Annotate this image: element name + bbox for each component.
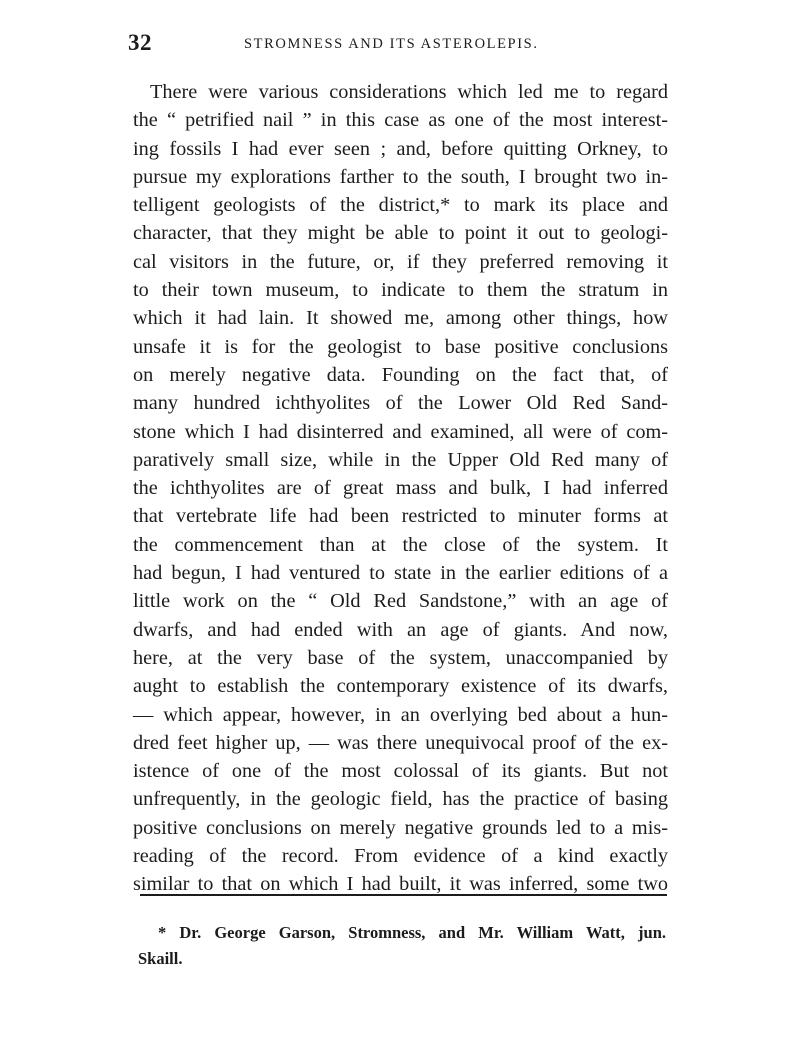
text-line: the “ petrified nail ” in this case as one of the most interest- — [133, 109, 668, 132]
text-line: There were various considerations which led me to regard — [150, 81, 668, 103]
text-line: many hundred ichthyolites of the Lower Old Red Sand- — [133, 392, 668, 415]
text-line: that vertebrate life had been restricted to minuter forms at — [133, 505, 668, 528]
text-line: unsafe it is for the geologist to base positive conclusions — [133, 335, 668, 358]
text-line: similar to that on which I had built, it was inferred, some two — [133, 873, 668, 896]
text-line: to their town museum, to indicate to them the stratum in — [133, 279, 668, 302]
text-line: pursue my explorations farther to the south, I brought two in- — [133, 165, 668, 188]
text-line: telligent geologists of the district,* to mark its place and — [133, 194, 668, 217]
running-title: STROMNESS AND ITS ASTEROLEPIS. — [244, 36, 539, 52]
text-line: dred feet higher up, — was there unequivocal proof of the ex- — [133, 731, 668, 754]
text-line: unfrequently, in the geologic field, has the practice of basing — [133, 788, 668, 811]
text-line: reading of the record. From evidence of a kind exactly — [133, 845, 668, 868]
footnote-line: * Dr. George Garson, Stromness, and Mr. William Watt, jun. — [158, 923, 666, 942]
text-line: paratively small size, while in the Upper Old Red many of — [133, 448, 668, 471]
text-line: stone which I had disinterred and examined, all were of com- — [133, 420, 668, 443]
text-line: dwarfs, and had ended with an age of giants. And now, — [133, 618, 668, 641]
text-line: on merely negative data. Founding on the fact that, of — [133, 363, 668, 386]
text-line: ing fossils I had ever seen ; and, before quitting Orkney, to — [133, 137, 668, 160]
text-line: which it had lain. It showed me, among other things, how — [133, 307, 668, 330]
text-line: aught to establish the contemporary existence of its dwarfs, — [133, 675, 668, 698]
text-line: little work on the “ Old Red Sandstone,” with an age of — [133, 590, 668, 613]
text-line: cal visitors in the future, or, if they preferred removing it — [133, 250, 668, 273]
text-line: — which appear, however, in an overlying bed about a hun- — [133, 703, 668, 726]
page-number: 32 — [128, 30, 152, 55]
footnote-divider — [140, 894, 667, 896]
footnote — [138, 920, 666, 972]
text-line: istence of one of the most colossal of its giants. But not — [133, 760, 668, 783]
text-line: here, at the very base of the system, unaccompanied by — [133, 646, 668, 669]
body-paragraph — [133, 78, 668, 899]
text-line: positive conclusions on merely negative grounds led to a mis- — [133, 816, 668, 839]
footnote-line: Skaill. — [138, 949, 183, 968]
text-line: character, that they might be able to point it out to geologi- — [133, 222, 668, 245]
text-line: had begun, I had ventured to state in the earlier editions of a — [133, 562, 668, 585]
text-line: the ichthyolites are of great mass and bulk, I had inferred — [133, 477, 668, 500]
text-line: the commencement than at the close of the system. It — [133, 533, 668, 556]
